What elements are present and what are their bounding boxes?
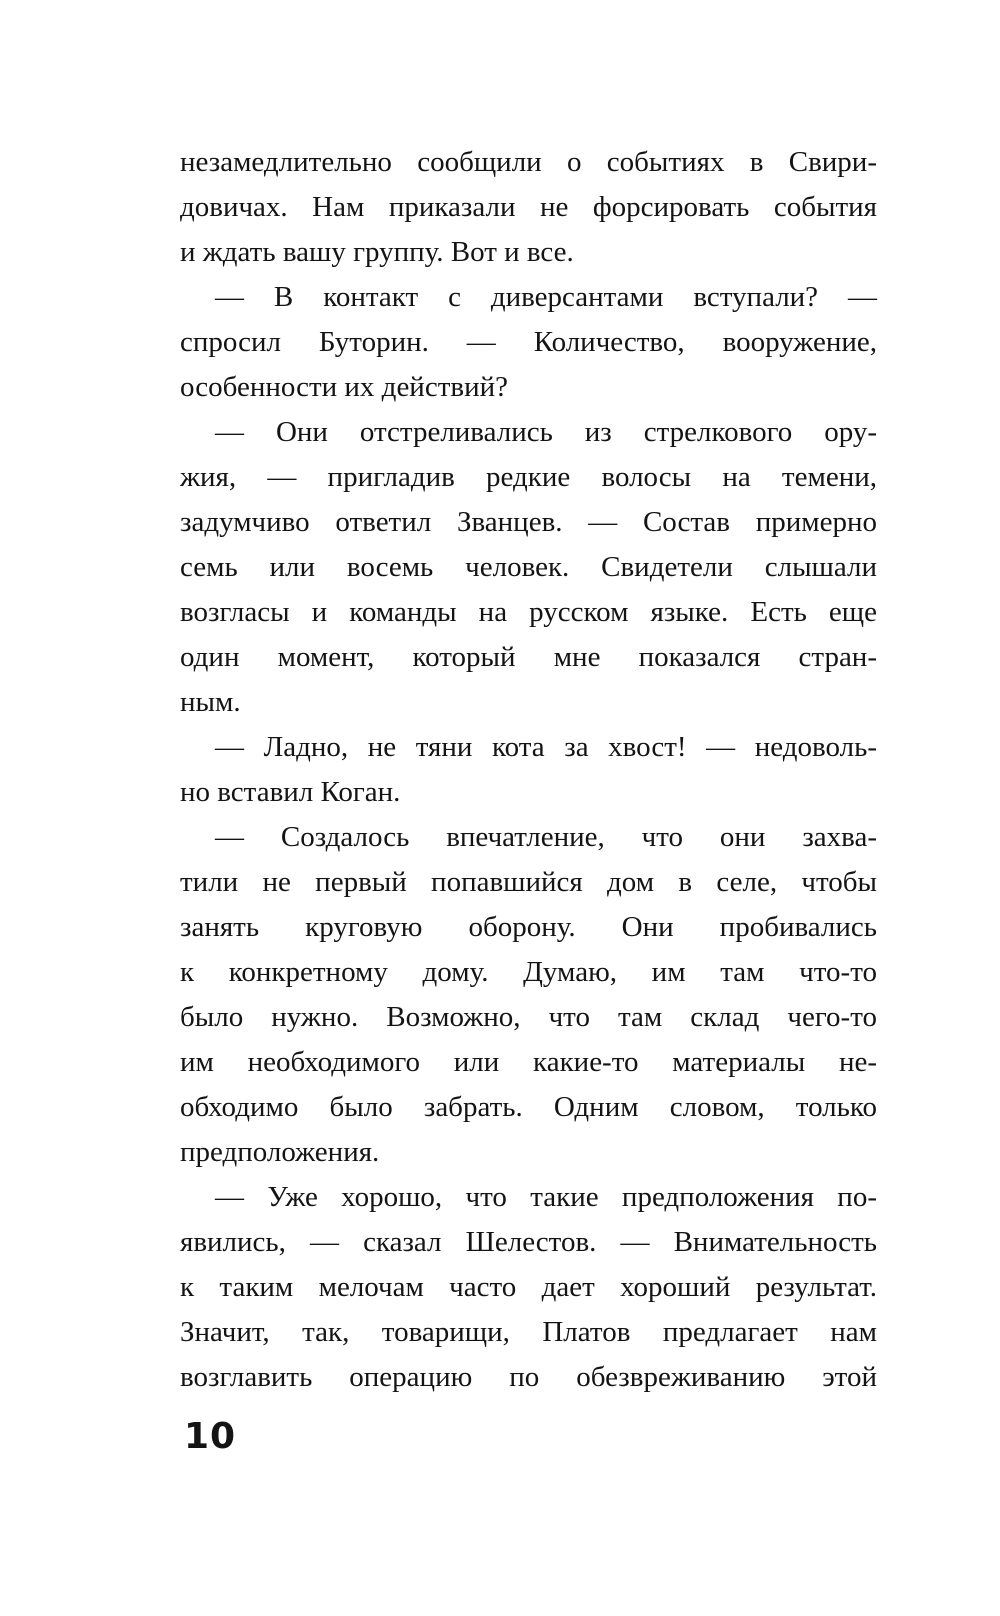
text-line: незамедлительно сообщили о событиях в Свири-	[180, 146, 877, 178]
text-line: жия, — пригладив редкие волосы на темени,	[180, 461, 877, 493]
paragraph	[180, 1175, 877, 1400]
paragraph	[180, 410, 877, 725]
text-line: им необходимого или какие-то материалы не-	[180, 1046, 877, 1078]
paragraph	[180, 725, 877, 815]
text-line: явились, — сказал Шелестов. — Внимательность	[180, 1226, 877, 1258]
text-line: к таким мелочам часто дает хороший результат.	[180, 1271, 877, 1303]
text-line: занять круговую оборону. Они пробивались	[180, 911, 877, 943]
text-line: предположения.	[180, 1136, 380, 1168]
text-line: — Они отстреливались из стрелкового ору-	[215, 416, 877, 448]
text-line: — Уже хорошо, что такие предположения по-	[215, 1181, 877, 1213]
paragraph	[180, 140, 877, 275]
text-line: но вставил Коган.	[180, 776, 401, 808]
text-line: — Ладно, не тяни кота за хвост! — недоволь-	[215, 731, 877, 763]
text-line: задумчиво ответил Званцев. — Состав примерно	[180, 506, 877, 538]
text-line: — Создалось впечатление, что они захва-	[215, 821, 877, 853]
text-line: тили не первый попавшийся дом в селе, чтобы	[180, 866, 877, 898]
text-line: к конкретному дому. Думаю, им там что-то	[180, 956, 877, 988]
text-line: было нужно. Возможно, что там склад чего-то	[180, 1001, 877, 1033]
text-line: семь или восемь человек. Свидетели слышали	[180, 551, 877, 583]
paragraph	[180, 815, 877, 1175]
text-line: и ждать вашу группу. Вот и все.	[180, 236, 574, 268]
text-line: один момент, который мне показался стран-	[180, 641, 877, 673]
text-line: возгласы и команды на русском языке. Есть еще	[180, 596, 877, 628]
text-line: особенности их действий?	[180, 371, 508, 403]
text-line: ным.	[180, 686, 241, 718]
text-line: обходимо было забрать. Одним словом, только	[180, 1091, 877, 1123]
paragraph	[180, 275, 877, 410]
text-block	[180, 140, 877, 1400]
text-line: спросил Буторин. — Количество, вооружение,	[180, 326, 877, 358]
text-line: — В контакт с диверсантами вступали? —	[215, 281, 877, 313]
text-line: довичах. Нам приказали не форсировать события	[180, 191, 877, 223]
page-number: 10	[184, 1416, 237, 1457]
text-line: Значит, так, товарищи, Платов предлагает нам	[180, 1316, 877, 1348]
text-line: возглавить операцию по обезвреживанию этой	[180, 1361, 877, 1393]
